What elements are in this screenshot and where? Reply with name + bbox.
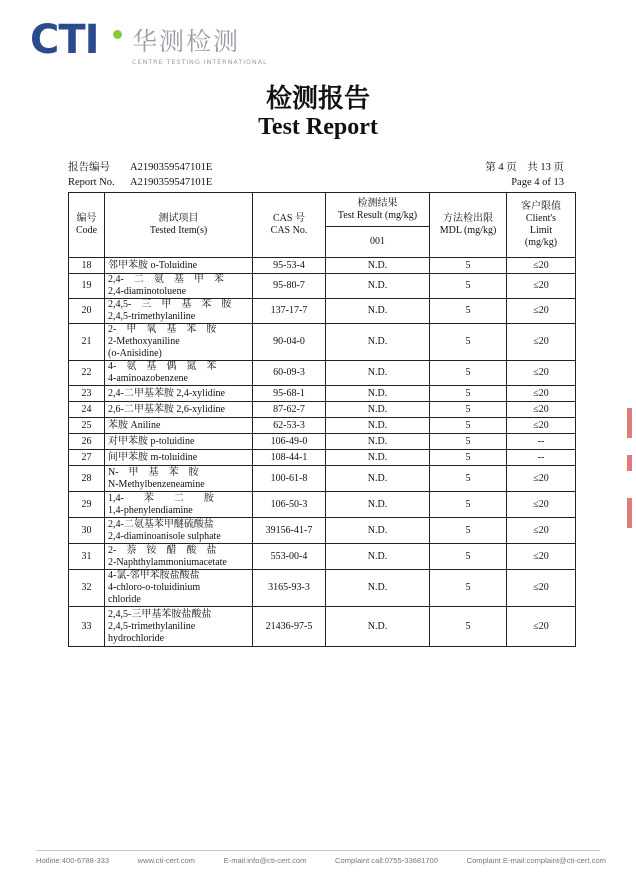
cell-result: N.D. bbox=[326, 450, 430, 466]
cell-code: 30 bbox=[69, 518, 105, 544]
header-result-en: Test Result (mg/kg) bbox=[337, 209, 418, 221]
stamp-fragment-icon bbox=[627, 455, 632, 471]
footer-complaint-email[interactable]: Complaint E-mail:complaint@cti-cert.com bbox=[466, 856, 606, 865]
cell-item bbox=[105, 570, 253, 607]
cell-code: 26 bbox=[69, 434, 105, 450]
cell-item bbox=[105, 544, 253, 570]
cell-limit: ≤20 bbox=[507, 361, 576, 386]
cell-code: 20 bbox=[69, 299, 105, 324]
header-limit-en3: (mg/kg) bbox=[524, 237, 558, 248]
header-item bbox=[105, 193, 253, 258]
cell-code: 27 bbox=[69, 450, 105, 466]
cell-item-line: 2,4-二甲基苯胺 2,4-xylidine bbox=[108, 387, 225, 399]
cell-item bbox=[105, 434, 253, 450]
cell-item-line: 4-aminoazobenzene bbox=[108, 373, 188, 384]
cell-cas: 95-53-4 bbox=[253, 258, 326, 274]
cell-item-line: hydrochloride bbox=[108, 632, 165, 644]
cell-cas: 3165-93-3 bbox=[253, 570, 326, 607]
logo-brand-cn: 华测检测 bbox=[132, 27, 241, 56]
cell-item bbox=[105, 402, 253, 418]
cell-item bbox=[105, 607, 253, 647]
cell-item bbox=[105, 324, 253, 361]
report-no-label-cn: 报告编号 bbox=[68, 162, 110, 173]
cell-item-line: N-Methylbenzeneamine bbox=[108, 478, 205, 490]
cell-item-line: 4-chloro-o-toluidinium bbox=[108, 582, 201, 593]
table-row bbox=[69, 434, 576, 450]
cell-item-line: 2- 萘 铵 醋 酸 盐 bbox=[108, 544, 217, 556]
cell-item bbox=[105, 274, 253, 299]
cell-item-line: 邻甲苯胺 o-Toluidine bbox=[108, 259, 198, 271]
cell-item-line: (o-Anisidine) bbox=[108, 348, 162, 359]
footer-email[interactable]: E-mail:info@cti-cert.com bbox=[223, 856, 307, 865]
footer-complaint-call: Complaint call:0755-33681700 bbox=[335, 856, 439, 865]
cell-mdl: 5 bbox=[430, 466, 507, 492]
page-number-en: Page 4 of 13 bbox=[511, 177, 564, 188]
cell-mdl: 5 bbox=[430, 434, 507, 450]
cell-mdl: 5 bbox=[430, 492, 507, 518]
cell-mdl: 5 bbox=[430, 570, 507, 607]
cell-result: N.D. bbox=[326, 274, 430, 299]
cell-result: N.D. bbox=[326, 544, 430, 570]
table-row bbox=[69, 492, 576, 518]
cell-limit: -- bbox=[507, 434, 576, 450]
page-number-cn: 第 4 页 共 13 页 bbox=[485, 162, 564, 173]
header-item-en: Tested Item(s) bbox=[149, 225, 208, 236]
cell-mdl: 5 bbox=[430, 418, 507, 434]
cell-limit: ≤20 bbox=[507, 544, 576, 570]
cell-mdl: 5 bbox=[430, 386, 507, 402]
header-sample-id: 001 bbox=[326, 227, 430, 258]
report-no-cn: A2190359547101E bbox=[130, 162, 213, 173]
cell-item-line: 2,4,5-三甲基苯胺盐酸盐 bbox=[108, 608, 212, 620]
cell-item-line: 2,4,5- 三 甲 基 苯 胺 bbox=[108, 299, 232, 310]
cell-item-line: 2,4- 二 氨 基 甲 苯 bbox=[108, 274, 224, 285]
header-code bbox=[69, 193, 105, 258]
cell-result: N.D. bbox=[326, 299, 430, 324]
cell-mdl: 5 bbox=[430, 258, 507, 274]
cell-item-line: 2,4,5-trimethylaniline bbox=[108, 620, 196, 632]
cell-item-line: 1,4-phenylendiamine bbox=[108, 504, 193, 516]
cell-code: 21 bbox=[69, 324, 105, 361]
header-cas-cn: CAS 号 bbox=[273, 213, 305, 224]
cell-limit: ≤20 bbox=[507, 324, 576, 361]
cell-mdl: 5 bbox=[430, 607, 507, 647]
cell-code: 19 bbox=[69, 274, 105, 299]
cell-limit: ≤20 bbox=[507, 418, 576, 434]
table-row bbox=[69, 402, 576, 418]
cell-result: N.D. bbox=[326, 418, 430, 434]
header-mdl-en: MDL (mg/kg) bbox=[439, 225, 497, 236]
cell-code: 31 bbox=[69, 544, 105, 570]
header-limit-en2: Limit bbox=[529, 225, 553, 236]
cell-item-line: 间甲苯胺 m-toluidine bbox=[108, 451, 198, 463]
cell-result: N.D. bbox=[326, 492, 430, 518]
cell-cas: 21436-97-5 bbox=[253, 607, 326, 647]
cell-cas: 106-50-3 bbox=[253, 492, 326, 518]
cell-code: 23 bbox=[69, 386, 105, 402]
cell-limit: ≤20 bbox=[507, 386, 576, 402]
footer-hotline: Hotline:400-6788-333 bbox=[36, 856, 110, 865]
cell-result: N.D. bbox=[326, 258, 430, 274]
cell-mdl: 5 bbox=[430, 544, 507, 570]
logo-dot-icon bbox=[113, 30, 122, 39]
cell-code: 28 bbox=[69, 466, 105, 492]
table-row bbox=[69, 570, 576, 607]
cell-mdl: 5 bbox=[430, 361, 507, 386]
cell-code: 18 bbox=[69, 258, 105, 274]
header-limit-en1: Client's bbox=[525, 213, 557, 224]
table-row bbox=[69, 518, 576, 544]
cell-code: 32 bbox=[69, 570, 105, 607]
table-row bbox=[69, 274, 576, 299]
cell-cas: 62-53-3 bbox=[253, 418, 326, 434]
cell-cas: 90-04-0 bbox=[253, 324, 326, 361]
cell-item-line: 4-氯-邻甲苯胺盐酸盐 bbox=[108, 570, 200, 581]
cell-item-line: 4- 氨 基 偶 氮 苯 bbox=[108, 361, 217, 372]
report-no-label-en: Report No. bbox=[68, 177, 115, 188]
cell-result: N.D. bbox=[326, 361, 430, 386]
table-row bbox=[69, 324, 576, 361]
table-row bbox=[69, 450, 576, 466]
cell-item bbox=[105, 386, 253, 402]
cell-item-line: 2,4-diaminotoluene bbox=[108, 286, 187, 297]
header-result-cn: 检测结果 bbox=[357, 197, 398, 209]
cell-item bbox=[105, 418, 253, 434]
cell-limit: ≤20 bbox=[507, 492, 576, 518]
cell-code: 33 bbox=[69, 607, 105, 647]
table-row bbox=[69, 418, 576, 434]
cell-cas: 106-49-0 bbox=[253, 434, 326, 450]
header-code-en: Code bbox=[75, 225, 98, 236]
footer-website[interactable]: www.cti-cert.com bbox=[137, 856, 196, 865]
cell-limit: ≤20 bbox=[507, 466, 576, 492]
cell-limit: ≤20 bbox=[507, 607, 576, 647]
cell-result: N.D. bbox=[326, 434, 430, 450]
cell-cas: 95-80-7 bbox=[253, 274, 326, 299]
header-limit bbox=[507, 193, 576, 258]
footer bbox=[36, 856, 606, 865]
header-cas bbox=[253, 193, 326, 258]
cell-mdl: 5 bbox=[430, 274, 507, 299]
header-code-cn: 编号 bbox=[76, 213, 97, 224]
page-title-cn: 检测报告 bbox=[265, 84, 370, 114]
cell-code: 22 bbox=[69, 361, 105, 386]
company-logo bbox=[30, 14, 270, 66]
table-row bbox=[69, 607, 576, 647]
cell-item-line: 2-Naphthylammoniumacetate bbox=[108, 556, 227, 568]
cell-limit: -- bbox=[507, 450, 576, 466]
page-title-en: Test Report bbox=[258, 114, 378, 140]
cell-mdl: 5 bbox=[430, 402, 507, 418]
cell-limit: ≤20 bbox=[507, 299, 576, 324]
cell-item-line: 1,4- 苯 二 胺 bbox=[108, 492, 214, 504]
cell-result: N.D. bbox=[326, 402, 430, 418]
cell-item bbox=[105, 361, 253, 386]
header-mdl bbox=[430, 193, 507, 258]
cell-item-line: 2,4,5-trimethylaniline bbox=[108, 311, 196, 322]
logo-brand-en: CENTRE TESTING INTERNATIONAL bbox=[132, 58, 268, 66]
cell-result: N.D. bbox=[326, 324, 430, 361]
cell-item bbox=[105, 492, 253, 518]
table-row bbox=[69, 544, 576, 570]
cell-cas: 100-61-8 bbox=[253, 466, 326, 492]
report-number-block bbox=[68, 160, 212, 190]
table-row bbox=[69, 361, 576, 386]
cell-code: 29 bbox=[69, 492, 105, 518]
cell-item-line: 2-Methoxyaniline bbox=[108, 336, 180, 347]
cell-item-line: chloride bbox=[108, 594, 141, 605]
cell-cas: 87-62-7 bbox=[253, 402, 326, 418]
cell-cas: 553-00-4 bbox=[253, 544, 326, 570]
cell-cas: 108-44-1 bbox=[253, 450, 326, 466]
cell-result: N.D. bbox=[326, 386, 430, 402]
stamp-fragment-icon bbox=[627, 408, 632, 438]
cell-limit: ≤20 bbox=[507, 570, 576, 607]
cell-code: 24 bbox=[69, 402, 105, 418]
cell-result: N.D. bbox=[326, 607, 430, 647]
header-result bbox=[326, 193, 430, 227]
cell-item-line: 2,4-diaminoanisole sulphate bbox=[108, 530, 221, 542]
cell-item-line: 苯胺 Aniline bbox=[108, 419, 161, 431]
cell-result: N.D. bbox=[326, 518, 430, 544]
cell-code: 25 bbox=[69, 418, 105, 434]
cell-cas: 137-17-7 bbox=[253, 299, 326, 324]
page-number-block bbox=[485, 160, 564, 190]
results-table bbox=[68, 192, 576, 647]
table-row bbox=[69, 299, 576, 324]
cell-item-line: 2,4-二氨基苯甲醚硫酸盐 bbox=[108, 518, 214, 530]
header-item-cn: 测试项目 bbox=[158, 213, 199, 224]
cell-result: N.D. bbox=[326, 466, 430, 492]
cell-item bbox=[105, 258, 253, 274]
cell-result: N.D. bbox=[326, 570, 430, 607]
cell-item-line: 对甲苯胺 p-toluidine bbox=[108, 435, 195, 447]
cell-mdl: 5 bbox=[430, 518, 507, 544]
cell-cas: 60-09-3 bbox=[253, 361, 326, 386]
stamp-fragment-icon bbox=[627, 498, 632, 528]
cell-item-line: 2,6-二甲基苯胺 2,6-xylidine bbox=[108, 403, 225, 415]
table-row bbox=[69, 386, 576, 402]
report-no-en: A2190359547101E bbox=[130, 177, 213, 188]
cell-limit: ≤20 bbox=[507, 402, 576, 418]
cell-item-line: N- 甲 基 苯 胺 bbox=[108, 466, 199, 478]
cell-item bbox=[105, 299, 253, 324]
cell-item bbox=[105, 450, 253, 466]
footer-divider bbox=[36, 850, 600, 851]
table-row bbox=[69, 258, 576, 274]
cell-mdl: 5 bbox=[430, 299, 507, 324]
cell-mdl: 5 bbox=[430, 324, 507, 361]
header-mdl-cn: 方法检出限 bbox=[443, 213, 493, 224]
cell-limit: ≤20 bbox=[507, 258, 576, 274]
header-cas-en: CAS No. bbox=[270, 225, 308, 236]
cell-item bbox=[105, 518, 253, 544]
cell-cas: 39156-41-7 bbox=[253, 518, 326, 544]
cell-mdl: 5 bbox=[430, 450, 507, 466]
cell-item bbox=[105, 466, 253, 492]
table-row bbox=[69, 466, 576, 492]
cell-cas: 95-68-1 bbox=[253, 386, 326, 402]
cell-limit: ≤20 bbox=[507, 274, 576, 299]
cell-item-line: 2- 甲 氧 基 苯 胺 bbox=[108, 324, 217, 335]
cell-limit: ≤20 bbox=[507, 518, 576, 544]
logo-brand: CTI bbox=[30, 17, 99, 63]
header-limit-cn: 客户限值 bbox=[521, 201, 561, 212]
